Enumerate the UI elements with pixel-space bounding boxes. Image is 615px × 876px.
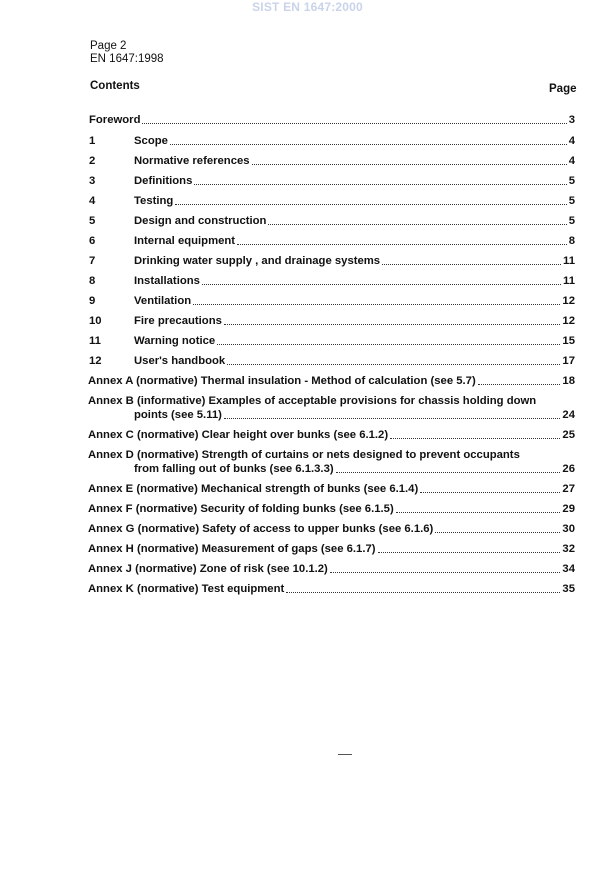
toc-page: 24: [562, 409, 575, 421]
toc-number: 7: [89, 255, 96, 267]
toc-annex[interactable]: [88, 428, 575, 442]
dot-leader: [237, 244, 567, 245]
toc-page: 5: [568, 195, 575, 207]
standard-id: EN 1647:1998: [90, 53, 164, 65]
dot-leader: [227, 364, 560, 365]
toc-annex[interactable]: [88, 448, 575, 476]
toc-title-continued: points (see 5.11): [134, 409, 222, 421]
toc-page: 27: [562, 483, 575, 495]
toc-title: Annex J (normative) Zone of risk (see 10.1.2): [88, 563, 328, 575]
toc-annex[interactable]: [88, 502, 575, 516]
toc-number: 5: [89, 215, 96, 227]
toc-annex[interactable]: [88, 522, 575, 536]
dot-leader: [268, 224, 566, 225]
dot-leader: [175, 204, 566, 205]
toc-title: Testing: [134, 195, 174, 207]
toc-page: 8: [568, 235, 575, 247]
toc-section[interactable]: [89, 214, 575, 228]
toc-number: 11: [89, 335, 101, 347]
dot-leader: [378, 552, 561, 553]
toc-section[interactable]: [89, 134, 575, 148]
dot-leader: [170, 144, 567, 145]
toc-page: 11: [563, 255, 575, 267]
toc-title: Fire precautions: [134, 315, 222, 327]
toc-annex[interactable]: [88, 542, 575, 556]
page-header: [90, 40, 164, 66]
toc-number: 4: [89, 195, 96, 207]
toc-annex[interactable]: [88, 394, 575, 422]
toc-number: 2: [89, 155, 96, 167]
dot-leader: [252, 164, 567, 165]
toc-title: User's handbook: [134, 355, 226, 367]
page-column-heading: Page: [549, 83, 577, 95]
toc-title-continued: from falling out of bunks (see 6.1.3.3): [134, 463, 334, 475]
toc-page: 11: [563, 275, 575, 287]
toc-page: 17: [562, 355, 575, 367]
watermark: SIST EN 1647:2000: [252, 0, 363, 14]
toc-annex[interactable]: [88, 562, 575, 576]
toc-page: 4: [568, 155, 575, 167]
toc-section[interactable]: [89, 274, 575, 288]
toc-page: 15: [562, 335, 575, 347]
toc-section[interactable]: [89, 354, 575, 368]
dot-leader: [478, 384, 561, 385]
toc-number: 1: [89, 135, 96, 147]
dot-leader: [390, 438, 560, 439]
toc-number: 3: [89, 175, 96, 187]
toc-number: 8: [89, 275, 96, 287]
toc-annex[interactable]: [88, 582, 575, 596]
toc-title: Definitions: [134, 175, 193, 187]
toc-section[interactable]: [89, 334, 575, 348]
toc-page: 18: [562, 375, 575, 387]
toc-page: 34: [562, 563, 575, 575]
toc-page: 30: [562, 523, 575, 535]
toc-page: 4: [568, 135, 575, 147]
toc-title: Warning notice: [134, 335, 216, 347]
toc-annex[interactable]: [88, 482, 575, 496]
dot-leader: [142, 123, 566, 124]
toc-page: 29: [562, 503, 575, 515]
toc-title: Installations: [134, 275, 200, 287]
toc-section[interactable]: [89, 174, 575, 188]
toc-title: Annex G (normative) Safety of access to upper bunks (see 6.1.6): [88, 523, 434, 535]
dot-leader: [336, 472, 561, 473]
dot-leader: [420, 492, 560, 493]
toc-title: Foreword: [89, 114, 141, 126]
toc-title: Drinking water supply , and drainage systems: [134, 255, 381, 267]
toc-number: 12: [89, 355, 102, 367]
toc-title: Design and construction: [134, 215, 267, 227]
dot-leader: [435, 532, 560, 533]
dot-leader: [396, 512, 561, 513]
toc-section[interactable]: [89, 314, 575, 328]
toc-title: Annex B (informative) Examples of acceptable provisions for chassis holding down: [88, 395, 537, 407]
dot-leader: [330, 572, 561, 573]
dot-leader: [286, 592, 560, 593]
dot-leader: [193, 304, 560, 305]
toc-section[interactable]: [89, 194, 575, 208]
toc-section[interactable]: [89, 234, 575, 248]
toc-page: 32: [562, 543, 575, 555]
toc-page: 3: [568, 114, 575, 126]
toc-title: Annex H (normative) Measurement of gaps (see 6.1.7): [88, 543, 376, 555]
dot-leader: [202, 284, 561, 285]
toc-page: 5: [568, 175, 575, 187]
toc-section[interactable]: [89, 254, 575, 268]
dot-leader: [382, 264, 561, 265]
toc-title: Annex A (normative) Thermal insulation - Method of calculation (see 5.7): [88, 375, 476, 387]
toc-title: Annex C (normative) Clear height over bunks (see 6.1.2): [88, 429, 389, 441]
toc-title: Annex E (normative) Mechanical strength of bunks (see 6.1.4): [88, 483, 419, 495]
dot-leader: [224, 418, 561, 419]
page-number: Page 2: [90, 40, 127, 52]
toc-number: 10: [89, 315, 102, 327]
toc-title: Scope: [134, 135, 168, 147]
toc-number: 6: [89, 235, 96, 247]
toc-foreword[interactable]: [89, 113, 575, 127]
toc-title: Annex F (normative) Security of folding bunks (see 6.1.5): [88, 503, 394, 515]
toc-page: 35: [562, 583, 575, 595]
toc-title: Normative references: [134, 155, 250, 167]
toc-title: Annex K (normative) Test equipment: [88, 583, 285, 595]
toc-number: 9: [89, 295, 96, 307]
dot-leader: [224, 324, 561, 325]
contents-heading: Contents: [90, 80, 140, 92]
dot-leader: [194, 184, 566, 185]
toc-page: 25: [562, 429, 575, 441]
toc-page: 12: [562, 315, 575, 327]
toc-section[interactable]: [89, 154, 575, 168]
toc-page: 12: [562, 295, 575, 307]
scan-mark: [338, 754, 352, 755]
toc-page: 5: [568, 215, 575, 227]
toc-annex[interactable]: [88, 374, 575, 388]
toc-page: 26: [562, 463, 575, 475]
toc-title: Ventilation: [134, 295, 192, 307]
dot-leader: [217, 344, 560, 345]
toc-section[interactable]: [89, 294, 575, 308]
toc-title: Annex D (normative) Strength of curtains or nets designed to prevent occupants: [88, 449, 520, 461]
toc-title: Internal equipment: [134, 235, 236, 247]
